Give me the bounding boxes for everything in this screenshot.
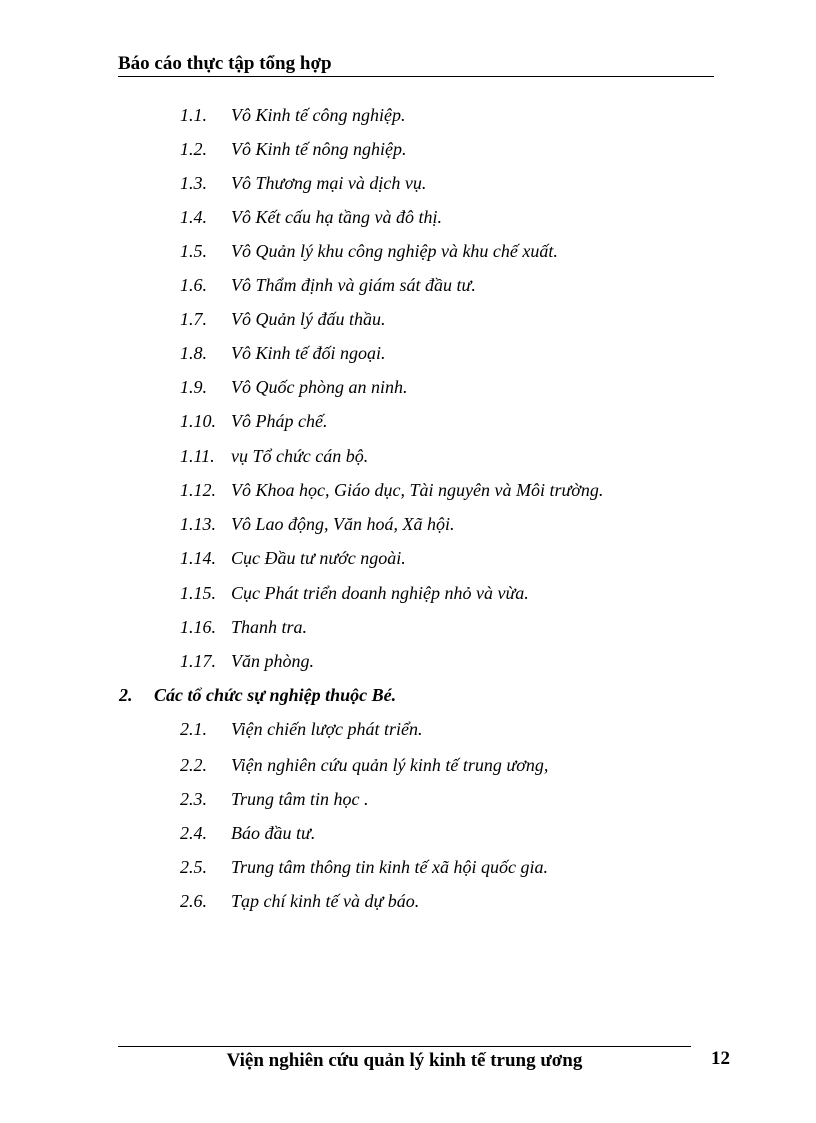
item-text: Vô Thẩm định và giám sát đầu tư. (231, 275, 476, 295)
item-text: Vô Kinh tế nông nghiệp. (231, 139, 407, 159)
item-text: Trung tâm thông tin kinh tế xã hội quốc gia. (231, 857, 548, 877)
item-number: 1.1. (180, 105, 207, 125)
item-text: Vô Lao động, Văn hoá, Xã hội. (231, 514, 455, 534)
section-number: 2. (119, 685, 133, 705)
item-text: Trung tâm tin học . (231, 789, 369, 809)
item-text: Viện nghiên cứu quản lý kinh tế trung ương, (231, 755, 549, 775)
item-number: 1.12. (180, 480, 216, 500)
item-text: Vô Kinh tế công nghiệp. (231, 105, 406, 125)
item-text: Vô Kết cấu hạ tầng và đô thị. (231, 207, 442, 227)
footer-rule (118, 1046, 691, 1047)
item-number: 1.3. (180, 173, 207, 193)
item-text: Thanh tra. (231, 617, 308, 637)
item-text: vụ Tổ chức cán bộ. (231, 446, 369, 466)
item-number: 1.2. (180, 139, 207, 159)
item-number: 1.16. (180, 617, 216, 637)
item-text: Cục Đầu tư nước ngoài. (231, 548, 406, 568)
item-number: 2.3. (180, 789, 207, 809)
item-number: 2.1. (180, 719, 207, 739)
footer-text: Viện nghiên cứu quản lý kinh tế trung ương (226, 1050, 583, 1071)
header-rule (118, 76, 714, 77)
item-text: Vô Quản lý đấu thầu. (231, 309, 386, 329)
item-number: 1.9. (180, 377, 207, 397)
header-title: Báo cáo thực tập tổng hợp (118, 53, 332, 74)
item-text: Báo đầu tư. (231, 823, 316, 843)
item-text: Vô Khoa học, Giáo dục, Tài nguyên và Môi trường. (231, 480, 604, 500)
item-text: Vô Pháp chế. (231, 411, 328, 431)
item-text: Tạp chí kinh tế và dự báo. (231, 891, 420, 911)
item-number: 1.5. (180, 241, 207, 261)
item-number: 1.6. (180, 275, 207, 295)
item-number: 2.5. (180, 857, 207, 877)
item-text: Vô Quốc phòng an ninh. (231, 377, 408, 397)
item-text: Vô Quản lý khu công nghiệp và khu chế xuất. (231, 241, 558, 261)
item-text: Cục Phát triển doanh nghiệp nhỏ và vừa. (231, 583, 529, 603)
item-number: 1.14. (180, 548, 216, 568)
item-text: Viện chiến lược phát triển. (231, 719, 423, 739)
item-number: 1.15. (180, 583, 216, 603)
item-number: 1.17. (180, 651, 216, 671)
item-number: 1.8. (180, 343, 207, 363)
item-text: Văn phòng. (231, 651, 314, 671)
page-number: 12 (711, 1048, 730, 1069)
item-number: 1.10. (180, 411, 216, 431)
item-number: 1.11. (180, 446, 215, 466)
item-number: 1.4. (180, 207, 207, 227)
item-text: Vô Kinh tế đối ngoại. (231, 343, 386, 363)
section-title: Các tổ chức sự nghiệp thuộc Bé. (154, 685, 397, 705)
item-number: 2.6. (180, 891, 207, 911)
item-number: 1.7. (180, 309, 207, 329)
item-number: 2.2. (180, 755, 207, 775)
item-text: Vô Thương mại và dịch vụ. (231, 173, 427, 193)
item-number: 2.4. (180, 823, 207, 843)
item-number: 1.13. (180, 514, 216, 534)
